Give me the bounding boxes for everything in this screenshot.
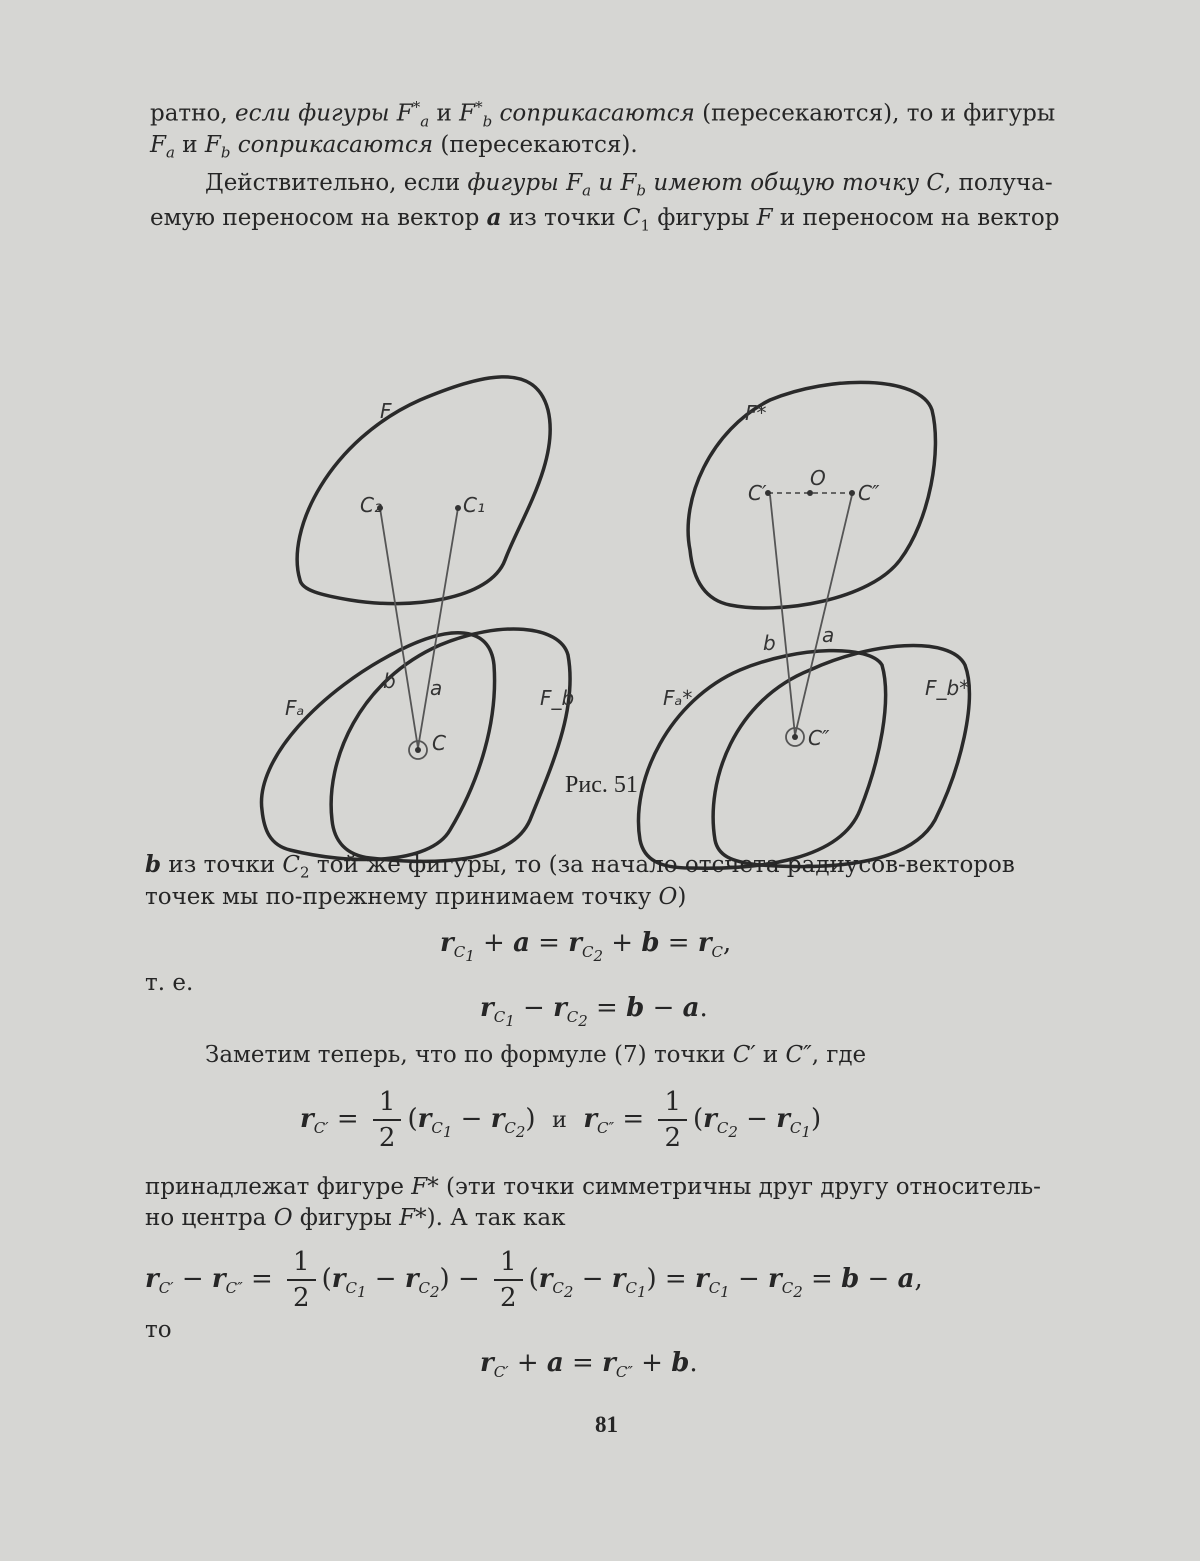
symbol: O bbox=[658, 884, 678, 910]
label-Fa: Fₐ bbox=[285, 696, 305, 720]
text: если фигуры bbox=[234, 100, 397, 127]
point-Cstar bbox=[792, 734, 798, 740]
symbol: b bbox=[636, 181, 647, 200]
text: но центра bbox=[145, 1205, 274, 1231]
symbol: C bbox=[622, 205, 641, 231]
text: , где bbox=[811, 1042, 867, 1068]
text: из точки bbox=[501, 205, 623, 231]
symbol: F* bbox=[399, 1205, 427, 1231]
point-Cdprime bbox=[849, 490, 855, 496]
text: той же фигуры, то (за начало отсчета радиусов-векторов bbox=[309, 852, 1015, 878]
text-line-7 bbox=[205, 1040, 866, 1070]
figure-Fa-star-shape bbox=[638, 651, 885, 869]
formula-1: $r_{C_1} + a = r_{C_2} + b = r_C$, bbox=[440, 928, 732, 966]
vector-a-left bbox=[418, 508, 458, 748]
point-O bbox=[807, 490, 813, 496]
label-Fb-star: F_b* bbox=[925, 676, 970, 700]
label-C: C bbox=[432, 731, 446, 755]
text-te: т. е. bbox=[145, 970, 194, 996]
label-Cstar: C″ bbox=[808, 726, 830, 750]
point-C bbox=[415, 747, 421, 753]
text: (пересекаются). bbox=[433, 132, 638, 158]
text: из точки bbox=[161, 852, 283, 878]
text: и bbox=[429, 100, 460, 127]
symbol: a bbox=[582, 181, 592, 200]
symbol: b bbox=[145, 851, 162, 878]
text: точек мы по-прежнему принимаем точку bbox=[145, 884, 659, 910]
vector-b-right bbox=[770, 495, 795, 735]
symbol: F bbox=[459, 100, 476, 127]
symbol: * bbox=[412, 98, 421, 116]
text-line-2 bbox=[150, 130, 638, 168]
text: (пересекаются), то и фигуры bbox=[694, 100, 1056, 127]
point-C1 bbox=[455, 505, 461, 511]
figure-Fa-shape bbox=[261, 633, 494, 860]
label-a: a bbox=[430, 676, 443, 700]
page-number: 81 bbox=[595, 1412, 618, 1437]
symbol: a bbox=[486, 204, 502, 231]
text: и bbox=[174, 132, 205, 158]
symbol: a bbox=[165, 143, 175, 162]
label-Fa-star: Fₐ* bbox=[663, 686, 693, 710]
symbol: a bbox=[420, 112, 430, 131]
text: ратно, bbox=[150, 100, 235, 127]
formula-2: $r_{C_1} - r_{C_2} = b - a$. bbox=[480, 993, 708, 1031]
text-to: то bbox=[145, 1317, 172, 1343]
symbol: b bbox=[220, 143, 231, 162]
formula-4: $r_{C'} - r_{C''}$ = $\frac{1}{2}$ $(r_{C_1} - r_{C_2})$ − $\frac{1}{2}$ $(r_{C_2} - r_{C_1}) = r_{C_1} - r_{C_2} = b - a$, bbox=[145, 1247, 923, 1313]
label-F: F bbox=[380, 399, 392, 423]
label-Cdprime: C″ bbox=[858, 481, 880, 505]
vector-b-left bbox=[380, 508, 418, 748]
symbol: O bbox=[273, 1205, 293, 1231]
label-Fb: F_b bbox=[540, 686, 575, 710]
symbol: F bbox=[150, 132, 166, 158]
text: и переносом на вектор bbox=[772, 205, 1060, 231]
text: соприкасаются bbox=[230, 132, 434, 158]
text: , получа- bbox=[943, 170, 1053, 196]
text: фигуры bbox=[292, 1205, 400, 1231]
figure-51 bbox=[0, 240, 1200, 1040]
symbol: 1 bbox=[640, 216, 651, 235]
text: фигуры F bbox=[467, 170, 583, 196]
symbol: F* bbox=[411, 1174, 439, 1200]
text: фигуры bbox=[650, 205, 757, 231]
label-Cprime: C′ bbox=[748, 481, 767, 505]
symbol: C′ bbox=[732, 1042, 756, 1068]
text-line-6 bbox=[145, 882, 686, 912]
figure-F-shape bbox=[297, 377, 550, 604]
symbol: F bbox=[396, 100, 413, 127]
label-b: b bbox=[383, 669, 396, 693]
text-line-9 bbox=[145, 1203, 566, 1233]
text: Действительно, если bbox=[205, 170, 468, 196]
text: ). А так как bbox=[426, 1205, 566, 1231]
label-O: O bbox=[810, 466, 826, 490]
label-C1: C₁ bbox=[463, 493, 485, 517]
label-b2: b bbox=[763, 631, 776, 655]
text: (эти точки симметричны друг другу относитель- bbox=[438, 1174, 1041, 1200]
formula-5: $r_{C'} + a = r_{C''} + b$. bbox=[480, 1348, 698, 1382]
text: и bbox=[755, 1042, 786, 1068]
text: ) bbox=[677, 884, 687, 910]
text-line-8 bbox=[145, 1172, 1041, 1202]
text: принадлежат фигуре bbox=[145, 1174, 412, 1200]
text: Заметим теперь, что по формуле (7) точки bbox=[205, 1042, 733, 1068]
text: имеют общую точку C bbox=[646, 170, 944, 196]
symbol: * bbox=[475, 98, 483, 116]
text-line-3 bbox=[205, 168, 1053, 206]
figure-caption: Рис. 51 bbox=[565, 772, 638, 798]
text: емую переносом на вектор bbox=[150, 205, 487, 231]
symbol: C bbox=[282, 852, 300, 878]
label-C2: C₂ bbox=[360, 493, 382, 517]
symbol: F bbox=[756, 205, 773, 231]
text-line-4 bbox=[150, 203, 1059, 241]
label-Fstar: F* bbox=[745, 401, 767, 425]
symbol: F bbox=[204, 132, 221, 158]
text: и F bbox=[591, 170, 637, 196]
symbol: C″ bbox=[785, 1042, 812, 1068]
text: соприкасаются bbox=[492, 100, 695, 127]
vector-a-right bbox=[795, 495, 852, 735]
symbol: b bbox=[482, 112, 493, 131]
symbol: 2 bbox=[300, 863, 310, 882]
formula-3: $r_{C'}$ = $\frac{1}{2}$ $(r_{C_1} - r_{C_2})$ и $r_{C''}$ = $\frac{1}{2}$ $(r_{C_2} - r_{C_1})$ bbox=[300, 1087, 822, 1153]
label-a2: a bbox=[822, 623, 835, 647]
